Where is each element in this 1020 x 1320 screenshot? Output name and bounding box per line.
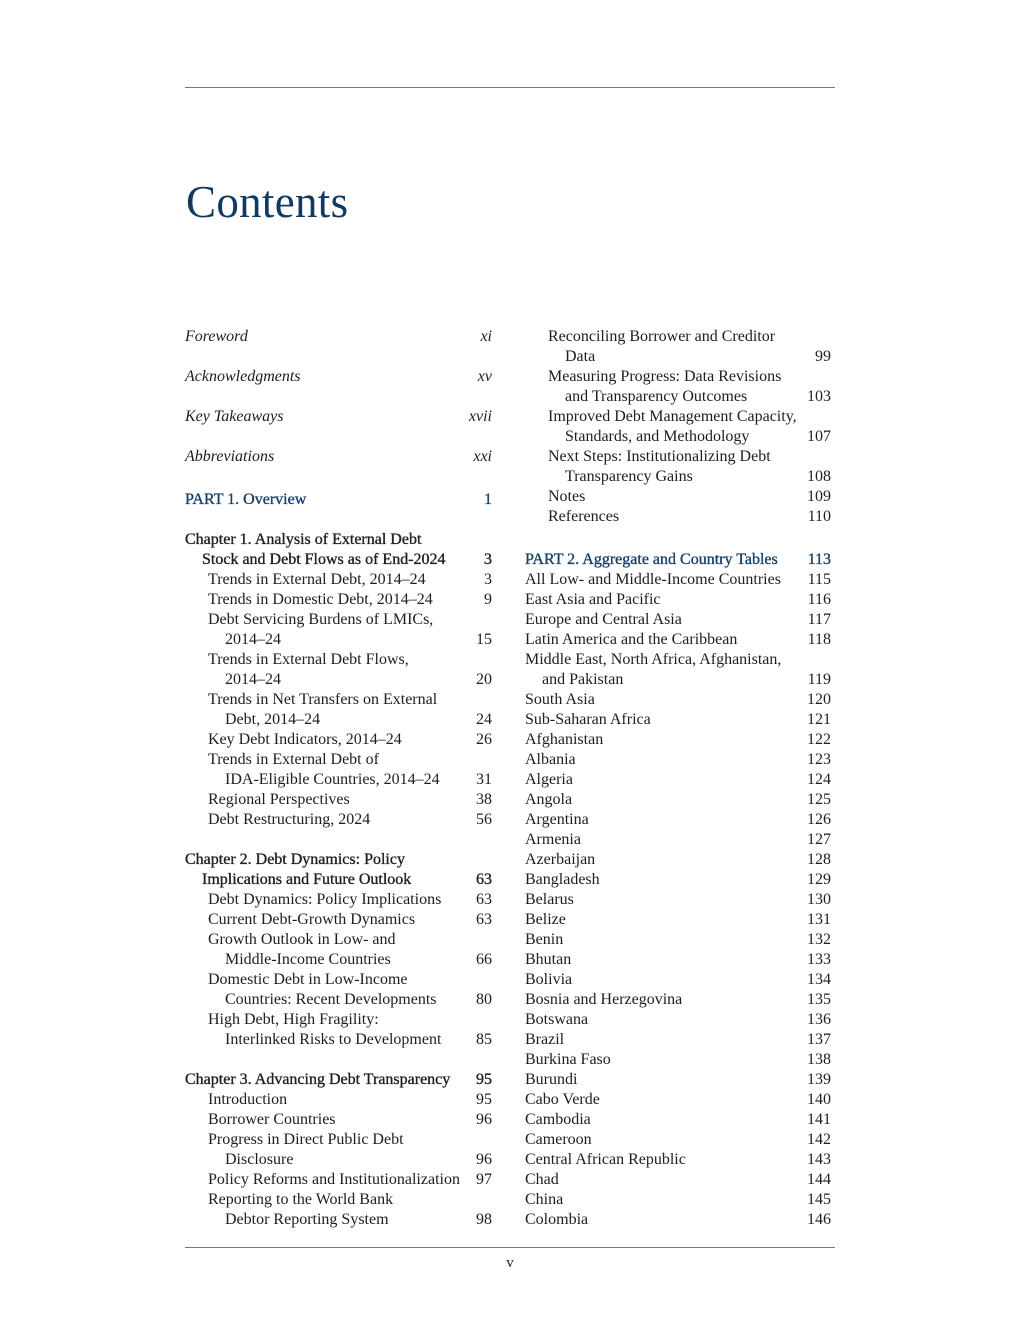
toc-entry-country[interactable] <box>525 950 831 970</box>
toc-entry-title: Debt, 2014–24 <box>225 711 321 728</box>
toc-entry-title: Debt Servicing Burdens of LMICs, <box>208 611 434 628</box>
toc-entry-page: 66 <box>476 951 492 968</box>
toc-entry-title: 2014–24 <box>225 671 281 688</box>
toc-entry-page: 139 <box>807 1071 831 1088</box>
toc-entry-title: Latin America and the Caribbean <box>525 631 738 648</box>
toc-entry-title: Policy Reforms and Institutionalization <box>208 1171 460 1188</box>
bottom-rule <box>185 1247 835 1248</box>
toc-entry-title: Trends in External Debt, 2014–24 <box>208 571 426 588</box>
toc-entry-country[interactable] <box>525 890 831 910</box>
toc-entry-country[interactable] <box>525 610 831 630</box>
toc-entry-page: 1 <box>484 491 492 508</box>
toc-entry-page: 138 <box>807 1051 831 1068</box>
toc-entry-country[interactable] <box>525 790 831 810</box>
toc-entry-section[interactable] <box>525 487 831 507</box>
toc-entry-title: Progress in Direct Public Debt <box>208 1131 404 1148</box>
toc-entry-section[interactable] <box>525 447 831 487</box>
toc-entry-title: PART 1. Overview <box>185 491 307 508</box>
toc-entry-title: Interlinked Risks to Development <box>225 1031 442 1048</box>
toc-entry-title: Standards, and Methodology <box>565 428 750 445</box>
toc-entry-section[interactable] <box>185 610 492 650</box>
toc-entry-part[interactable] <box>185 490 492 510</box>
toc-entry-page: 107 <box>807 428 831 445</box>
toc-entry-country[interactable] <box>525 830 831 850</box>
toc-entry-title: Trends in External Debt of <box>208 751 379 768</box>
toc-entry-page: 95 <box>476 1071 492 1088</box>
toc-entry-section[interactable] <box>185 730 492 750</box>
toc-entry-country[interactable] <box>525 1150 831 1170</box>
toc-entry-title: and Pakistan <box>542 671 624 688</box>
toc-entry-page: 31 <box>476 771 492 788</box>
toc-entry-page: 97 <box>476 1171 492 1188</box>
toc-entry-country[interactable] <box>525 650 831 690</box>
toc-entry-country[interactable] <box>525 710 831 730</box>
toc-entry-page: 137 <box>807 1031 831 1048</box>
toc-entry-title: Disclosure <box>225 1151 294 1168</box>
toc-entry-country[interactable] <box>525 1050 831 1070</box>
toc-entry-country[interactable] <box>525 930 831 950</box>
toc-entry-page: 26 <box>476 731 492 748</box>
toc-entry-section[interactable] <box>185 1110 492 1130</box>
toc-entry-title: Borrower Countries <box>208 1111 336 1128</box>
toc-entry-country[interactable] <box>525 850 831 870</box>
toc-entry-title: Introduction <box>208 1091 288 1108</box>
toc-entry-title: Notes <box>548 488 586 505</box>
toc-entry-title: Reporting to the World Bank <box>208 1191 394 1208</box>
toc-entry-page: 15 <box>476 631 492 648</box>
toc-entry-title: References <box>548 508 620 525</box>
toc-entry-title: Afghanistan <box>525 731 604 748</box>
toc-entry-title: Burkina Faso <box>525 1051 611 1068</box>
toc-entry-country[interactable] <box>525 1130 831 1150</box>
toc-entry-title: 2014–24 <box>225 631 281 648</box>
toc-entry-title: Foreword <box>185 328 248 345</box>
toc-entry-page: 63 <box>476 911 492 928</box>
toc-entry-section[interactable] <box>185 750 492 790</box>
toc-entry-page: 117 <box>807 611 831 628</box>
toc-entry-page: 98 <box>476 1211 492 1228</box>
toc-entry-page: 56 <box>476 811 492 828</box>
toc-entry-title: Improved Debt Management Capacity, <box>548 408 797 425</box>
toc-entry-country[interactable] <box>525 1210 831 1230</box>
toc-entry-title: High Debt, High Fragility: <box>208 1011 379 1028</box>
toc-entry-page: xvii <box>468 408 492 425</box>
toc-entry-section[interactable] <box>185 790 492 810</box>
toc-entry-title: Azerbaijan <box>525 851 596 868</box>
toc-entry-country[interactable] <box>525 690 831 710</box>
toc-entry-page: 63 <box>476 891 492 908</box>
toc-entry-title: Europe and Central Asia <box>525 611 682 628</box>
toc-entry-title: Acknowledgments <box>185 368 301 385</box>
toc-entry-title: Growth Outlook in Low- and <box>208 931 396 948</box>
toc-entry-section[interactable] <box>185 590 492 610</box>
toc-entry-title: Cambodia <box>525 1111 591 1128</box>
toc-entry-page: 120 <box>807 691 831 708</box>
toc-entry-title: Bhutan <box>525 951 572 968</box>
toc-entry-title: Burundi <box>525 1071 578 1088</box>
toc-entry-section[interactable] <box>185 1010 492 1050</box>
toc-entry-country[interactable] <box>525 990 831 1010</box>
toc-entry-section[interactable] <box>525 327 831 367</box>
toc-entry-page: 143 <box>807 1151 831 1168</box>
toc-entry-page: xv <box>477 368 492 385</box>
toc-entry-title: Debt Dynamics: Policy Implications <box>208 891 442 908</box>
toc-entry-title: Trends in External Debt Flows, <box>208 651 409 668</box>
toc-entry-title: Bolivia <box>525 971 573 988</box>
toc-entry-title: Chapter 2. Debt Dynamics: Policy <box>185 851 405 868</box>
toc-entry-page: 96 <box>476 1111 492 1128</box>
toc-entry-country[interactable] <box>525 1010 831 1030</box>
toc-right-column <box>525 327 831 1230</box>
toc-entry-page: 123 <box>807 751 831 768</box>
toc-entry-page: 142 <box>807 1131 831 1148</box>
toc-entry-section[interactable] <box>185 1190 492 1230</box>
toc-entry-country[interactable] <box>525 870 831 890</box>
toc-entry-country[interactable] <box>525 630 831 650</box>
toc-entry-page: 144 <box>807 1171 831 1188</box>
toc-entry-section[interactable] <box>185 1170 492 1190</box>
toc-entry-section[interactable] <box>525 407 831 447</box>
toc-entry-country[interactable] <box>525 590 831 610</box>
toc-entry-title: South Asia <box>525 691 595 708</box>
toc-entry-page: 134 <box>807 971 831 988</box>
toc-entry-page: 122 <box>807 731 831 748</box>
toc-entry-title: Reconciling Borrower and Creditor <box>548 328 776 345</box>
toc-entry-page: 125 <box>807 791 831 808</box>
toc-entry-title: Next Steps: Institutionalizing Debt <box>548 448 771 465</box>
toc-entry-page: 140 <box>807 1091 831 1108</box>
toc-entry-title: PART 2. Aggregate and Country Tables <box>525 551 778 568</box>
toc-entry-section[interactable] <box>185 1130 492 1170</box>
toc-entry-section[interactable] <box>525 507 831 527</box>
toc-entry-page: 103 <box>807 388 831 405</box>
toc-entry-country[interactable] <box>525 910 831 930</box>
toc-entry-part[interactable] <box>525 550 831 570</box>
toc-entry-title: Bosnia and Herzegovina <box>525 991 683 1008</box>
toc-entry-title: Belarus <box>525 891 574 908</box>
toc-entry-country[interactable] <box>525 770 831 790</box>
toc-entry-title: Armenia <box>525 831 581 848</box>
toc-entry-title: Angola <box>525 791 573 808</box>
toc-entry-section[interactable] <box>185 890 492 910</box>
toc-entry-country[interactable] <box>525 750 831 770</box>
toc-entry-title: Measuring Progress: Data Revisions <box>548 368 782 385</box>
toc-entry-page: 80 <box>476 991 492 1008</box>
toc-entry-page: 118 <box>807 631 831 648</box>
toc-entry-title: Transparency Gains <box>565 468 693 485</box>
toc-entry-page: 136 <box>807 1011 831 1028</box>
toc-entry-title: Belize <box>525 911 566 928</box>
toc-left-column <box>185 327 492 1230</box>
toc-entry-page: 63 <box>476 871 492 888</box>
toc-entry-page: xi <box>480 328 492 345</box>
toc-entry-title: Middle-Income Countries <box>225 951 391 968</box>
toc-entry-title: Key Takeaways <box>185 408 284 425</box>
toc-entry-page: 128 <box>807 851 831 868</box>
toc-entry-country[interactable] <box>525 1070 831 1090</box>
toc-entry-page: 119 <box>807 671 831 688</box>
toc-entry-page: 129 <box>807 871 831 888</box>
toc-entry-page: 3 <box>484 551 492 568</box>
toc-entry-front[interactable] <box>185 327 492 347</box>
toc-entry-title: Cabo Verde <box>525 1091 600 1108</box>
toc-entry-title: Trends in Net Transfers on External <box>208 691 438 708</box>
toc-entry-title: Cameroon <box>525 1131 592 1148</box>
toc-entry-page: 20 <box>476 671 492 688</box>
toc-entry-page: xxi <box>473 448 492 465</box>
toc-entry-page: 127 <box>807 831 831 848</box>
toc-entry-country[interactable] <box>525 810 831 830</box>
toc-entry-country[interactable] <box>525 1110 831 1130</box>
toc-entry-page: 3 <box>484 571 492 588</box>
toc-entry-page: 85 <box>476 1031 492 1048</box>
toc-entry-country[interactable] <box>525 970 831 990</box>
toc-entry-page: 96 <box>476 1151 492 1168</box>
toc-entry-title: Debtor Reporting System <box>225 1211 389 1228</box>
page-title: Contents <box>186 177 349 227</box>
toc-entry-title: Stock and Debt Flows as of End-2024 <box>202 551 446 568</box>
toc-entry-title: Colombia <box>525 1211 589 1228</box>
toc-entry-page: 135 <box>807 991 831 1008</box>
toc-entry-title: Argentina <box>525 811 589 828</box>
toc-entry-title: Albania <box>525 751 576 768</box>
toc-entry-page: 9 <box>484 591 492 608</box>
toc-entry-section[interactable] <box>185 650 492 690</box>
toc-entry-title: Abbreviations <box>185 448 275 465</box>
toc-entry-title: Key Debt Indicators, 2014–24 <box>208 731 402 748</box>
toc-entry-chapter[interactable] <box>185 850 492 890</box>
toc-entry-title: Bangladesh <box>525 871 600 888</box>
toc-entry-title: and Transparency Outcomes <box>565 388 748 405</box>
toc-entry-title: Botswana <box>525 1011 589 1028</box>
toc-entry-title: Algeria <box>525 771 573 788</box>
toc-entry-section[interactable] <box>185 1090 492 1110</box>
toc-entry-page: 146 <box>807 1211 831 1228</box>
toc-entry-country[interactable] <box>525 1190 831 1210</box>
toc-entry-page: 124 <box>807 771 831 788</box>
toc-entry-page: 113 <box>807 551 831 568</box>
toc-entry-title: Data <box>565 348 596 365</box>
toc-entry-title: Countries: Recent Developments <box>225 991 437 1008</box>
toc-entry-title: East Asia and Pacific <box>525 591 661 608</box>
page-number: v <box>506 1255 514 1271</box>
toc-entry-page: 132 <box>807 931 831 948</box>
toc-entry-section[interactable] <box>525 367 831 407</box>
toc-entry-country[interactable] <box>525 1030 831 1050</box>
toc-entry-page: 133 <box>807 951 831 968</box>
toc-entry-page: 38 <box>476 791 492 808</box>
toc-entry-front[interactable] <box>185 367 492 387</box>
toc-entry-section[interactable] <box>185 930 492 970</box>
toc-entry-page: 116 <box>807 591 831 608</box>
toc-entry-page: 145 <box>807 1191 831 1208</box>
toc-entry-title: China <box>525 1191 564 1208</box>
toc-entry-page: 126 <box>807 811 831 828</box>
toc-entry-title: Chapter 1. Analysis of External Debt <box>185 531 422 548</box>
toc-entry-page: 108 <box>807 468 831 485</box>
toc-entry-page: 99 <box>815 348 831 365</box>
toc-entry-title: Regional Perspectives <box>208 791 350 808</box>
toc-entry-title: Benin <box>525 931 564 948</box>
toc-entry-title: Chad <box>525 1171 559 1188</box>
toc-entry-front[interactable] <box>185 447 492 467</box>
toc-entry-page: 141 <box>807 1111 831 1128</box>
toc-entry-title: Brazil <box>525 1031 565 1048</box>
toc-entry-title: IDA-Eligible Countries, 2014–24 <box>225 771 440 788</box>
toc-entry-country[interactable] <box>525 1090 831 1110</box>
toc-entry-title: Current Debt-Growth Dynamics <box>208 911 416 928</box>
toc-entry-page: 130 <box>807 891 831 908</box>
toc-entry-title: Middle East, North Africa, Afghanistan, <box>525 651 782 668</box>
toc-entry-page: 121 <box>807 711 831 728</box>
toc-entry-section[interactable] <box>185 570 492 590</box>
toc-entry-title: Debt Restructuring, 2024 <box>208 811 371 828</box>
toc-entry-country[interactable] <box>525 570 831 590</box>
toc-entry-title: Sub-Saharan Africa <box>525 711 651 728</box>
toc-entry-title: Domestic Debt in Low-Income <box>208 971 408 988</box>
toc-entry-title: Central African Republic <box>525 1151 686 1168</box>
toc-entry-page: 24 <box>476 711 492 728</box>
toc-entry-title: Chapter 3. Advancing Debt Transparency <box>185 1071 451 1088</box>
toc-entry-country[interactable] <box>525 730 831 750</box>
toc-entry-page: 95 <box>476 1091 492 1108</box>
toc-entry-chapter[interactable] <box>185 530 492 570</box>
toc-entry-title: All Low- and Middle-Income Countries <box>525 571 781 588</box>
toc-entry-front[interactable] <box>185 407 492 427</box>
toc-entry-section[interactable] <box>185 810 492 830</box>
toc-entry-page: 131 <box>807 911 831 928</box>
toc-entry-page: 115 <box>807 571 831 588</box>
toc-entry-page: 109 <box>807 488 831 505</box>
toc-entry-title: Implications and Future Outlook <box>202 871 412 888</box>
toc-entry-page: 110 <box>807 508 831 525</box>
toc-entry-section[interactable] <box>185 690 492 730</box>
toc-entry-section[interactable] <box>185 910 492 930</box>
toc-entry-title: Trends in Domestic Debt, 2014–24 <box>208 591 433 608</box>
top-rule <box>185 87 835 88</box>
toc-entry-section[interactable] <box>185 970 492 1010</box>
toc-entry-chapter[interactable] <box>185 1070 492 1090</box>
toc-entry-country[interactable] <box>525 1170 831 1190</box>
